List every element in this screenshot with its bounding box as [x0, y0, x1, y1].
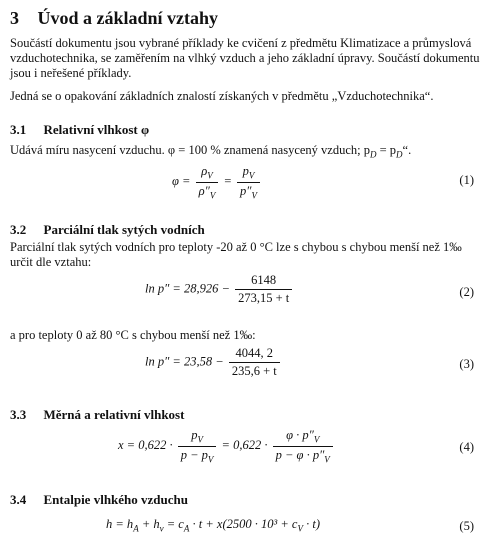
intro-line-4: Jedná se o opakování základních znalostí získaných v předmětu „Vzduchotechnika“. [10, 89, 434, 103]
eq1-den1: ρ″ [198, 183, 210, 198]
eq3-num: 4044, 2 [235, 346, 274, 360]
eq1-sub-a: V [207, 170, 213, 181]
equation-5: $h = h_A + h_v = c_A \cdot t + x(2500 \cdot 10^3 + c_V \cdot t)$ [106, 517, 320, 534]
eq-number-5: (5) [459, 519, 474, 533]
heading-number: 3.3 [10, 407, 27, 422]
eq-number-3: (3) [459, 357, 474, 371]
eq2-num: 6148 [251, 273, 277, 287]
eq5-part-3: = c [163, 517, 184, 531]
eq4-mid: = 0,622 · [221, 437, 268, 452]
eq4-num2: φ · p″ [286, 428, 314, 442]
eq1-sub-c: V [248, 170, 255, 181]
section-title [10, 8, 218, 29]
heading-3-4 [10, 492, 188, 508]
heading-text: Relativní vlhkost φ [43, 122, 150, 137]
eq3-den: 235,6 + t [229, 362, 280, 379]
eq1-sub-b: V [209, 190, 216, 200]
eq4-frac-2: $\frac{\varphi \cdot p''_V}{p - \varphi \cdot p''_V}$ [273, 428, 333, 464]
eq5-part-4: · t + x(2500 · 10³ + c [189, 517, 298, 531]
eq4-num1: p [191, 428, 198, 442]
eq1-den2: p″ [240, 183, 252, 198]
eq1-num1: ρ [201, 164, 208, 178]
section-number: 3 [10, 8, 19, 28]
s31-text-tail: = p [376, 143, 397, 157]
eq2-frac [235, 273, 292, 306]
eq1-frac-rho [196, 164, 219, 200]
equation-3 [145, 346, 282, 379]
heading-3-2 [10, 222, 205, 238]
eq2-den: 273,15 + t [235, 289, 292, 306]
eq5-part-2: + h [138, 517, 160, 531]
s32-text-1: Parciální tlak sytých vodních pro teploty -20 až 0 °C lze s chybou s chybou menší než 1‰ [10, 240, 462, 254]
eq1-mid: = [223, 173, 232, 188]
intro-line-1: Součástí dokumentu jsou vybrané příklady ke cvičení z předmětu Klimatizace a průmyslová [10, 36, 472, 50]
eq-number-1: (1) [459, 173, 474, 187]
heading-number: 3.1 [10, 122, 27, 137]
eq1-frac-p [237, 164, 260, 200]
section-title-text: Úvod a základní vztahy [37, 8, 219, 28]
s32-text-3: a pro teploty 0 až 80 °C s chybou menší než 1‰: [10, 328, 256, 342]
heading-number: 3.4 [10, 492, 27, 507]
eq5-part-1: h = h [106, 517, 134, 531]
eq-number-4: (4) [459, 440, 474, 454]
equation-1 [172, 164, 262, 200]
eq1-sub-d: V [251, 190, 257, 200]
s31-text-end: “. [402, 143, 412, 157]
heading-text: Měrná a relativní vlhkost [43, 407, 185, 422]
eq4-frac-1: $\frac{p_V}{p - p_V}$ [178, 428, 217, 464]
eq5-part-5: · t) [302, 517, 320, 531]
eq4-lhs: x = 0,622 · [118, 437, 173, 452]
eq1-num2: p [242, 164, 249, 178]
s31-text-main: Udává míru nasycení vzduchu. φ = 100 % znamená nasycený vzduch; p [10, 143, 370, 157]
equation-2 [145, 273, 294, 306]
heading-3-1 [10, 122, 149, 138]
eq4-den2: p − φ · p″ [275, 447, 325, 462]
heading-text: Parciální tlak sytých vodních [43, 222, 205, 237]
s31-text: Udává míru nasycení vzduchu. φ = 100 % znamená nasycený vzduch; $p_D$ = $p_D“$. [10, 143, 412, 160]
eq3-frac [229, 346, 280, 379]
eq1-lhs: φ = [172, 173, 191, 188]
intro-line-2: vzduchotechnika, se zaměřením na vlhký vzduch a jeho základní úpravy. Součástí dokumentu [10, 51, 480, 65]
intro-line-3: jsou i neřešené příklady. [10, 66, 132, 80]
eq-number-2: (2) [459, 285, 474, 299]
heading-3-3 [10, 407, 184, 423]
s32-text-2: určit dle vztahu: [10, 255, 92, 269]
eq2-lhs: ln p″ = 28,926 − [145, 281, 230, 296]
eq3-lhs: ln p″ = 23,58 − [145, 354, 224, 369]
heading-number: 3.2 [10, 222, 27, 237]
equation-4 [118, 428, 335, 464]
eq4-den1: p − p [180, 447, 208, 462]
heading-text: Entalpie vlhkého vzduchu [43, 492, 188, 507]
